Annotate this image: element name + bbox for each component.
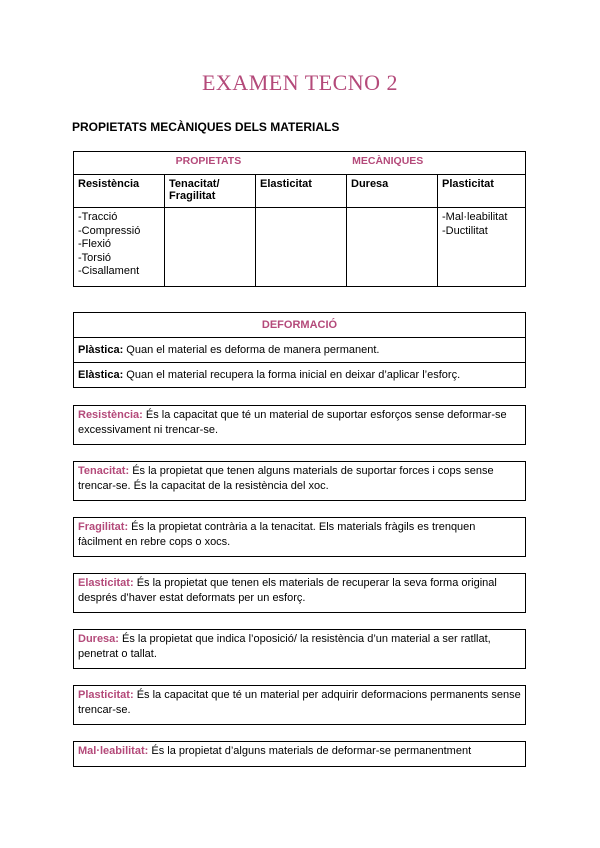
definition-box-tenacitat	[73, 461, 526, 501]
definition-box-malleabilitat	[73, 741, 526, 767]
deformacio-row	[74, 338, 526, 363]
column-header: Resistència	[74, 175, 165, 208]
deformacio-title: DEFORMACIÓ	[74, 313, 526, 338]
properties-table	[73, 151, 526, 287]
term: Fragilitat:	[78, 521, 129, 533]
section-subtitle: PROPIETATS MECÀNIQUES DELS MATERIALS	[72, 120, 340, 134]
definition-text: És la capacitat que té un material de suportar esforços sense deformar-se excessivament ni trencar-se.	[78, 409, 507, 436]
elasticitat-cell	[256, 208, 347, 287]
column-header: Plasticitat	[438, 175, 526, 208]
term: Elasticitat:	[78, 577, 134, 589]
term: Tenacitat:	[78, 465, 130, 477]
definition-text: És la propietat que tenen alguns materials de suportar forces i cops sense trencar-se. És la capacitat de la resistència del xoc.	[78, 465, 494, 492]
list-item: -Mal·leabilitat	[442, 211, 508, 223]
definition-text: És la propietat d’alguns materials de deformar-se permanentment	[148, 745, 472, 757]
duresa-cell	[347, 208, 438, 287]
definition-text: És la propietat que indica l’oposició/ la resistència d’un material a ser ratllat, penetrat o tallat.	[78, 633, 491, 660]
term: Plasticitat:	[78, 689, 134, 701]
header-right: MECÀNIQUES	[352, 155, 424, 167]
definition-box-duresa	[73, 629, 526, 669]
term: Mal·leabilitat:	[78, 745, 149, 757]
definition-text: És la propietat contrària a la tenacitat. Els materials fràgils es trenquen fàcilment en rebre cops o xocs.	[78, 521, 476, 548]
column-header: Duresa	[347, 175, 438, 208]
term: Elàstica:	[78, 369, 124, 381]
deformacio-row	[74, 363, 526, 388]
list-item: -Cisallament	[78, 265, 140, 277]
term: Resistència:	[78, 409, 143, 421]
plasticitat-cell	[438, 208, 526, 287]
resistencia-cell	[74, 208, 165, 287]
tenacitat-cell	[165, 208, 256, 287]
list-item: -Ductilitat	[442, 224, 488, 237]
list-item: -Flexió	[78, 238, 112, 250]
page-title: EXAMEN TECNO 2	[201, 70, 399, 95]
definition-box-resistencia	[73, 405, 526, 445]
definition-text: És la propietat que tenen els materials de recuperar la seva forma original després d’haver estat deformats per un esforç.	[78, 577, 497, 604]
properties-table-header	[74, 152, 526, 175]
list-item: -Compressió	[78, 224, 141, 237]
definition-text: Quan el material es deforma de manera permanent.	[123, 344, 380, 356]
definition-box-plasticitat	[73, 685, 526, 725]
deformacio-table	[73, 312, 526, 388]
definition-box-fragilitat	[73, 517, 526, 557]
column-header: Elasticitat	[256, 175, 347, 208]
term: Plàstica:	[78, 344, 124, 356]
list-item: -Tracció	[78, 211, 118, 223]
column-header: Tenacitat/ Fragilitat	[165, 175, 256, 208]
list-item: -Torsió	[78, 251, 112, 264]
term: Duresa:	[78, 633, 119, 645]
definition-text: És la capacitat que té un material per adquirir deformacions permanents sense trencar-se.	[78, 689, 521, 716]
definition-text: Quan el material recupera la forma inicial en deixar d’aplicar l’esforç.	[123, 369, 461, 381]
definition-box-elasticitat	[73, 573, 526, 613]
header-left: PROPIETATS	[175, 155, 242, 167]
